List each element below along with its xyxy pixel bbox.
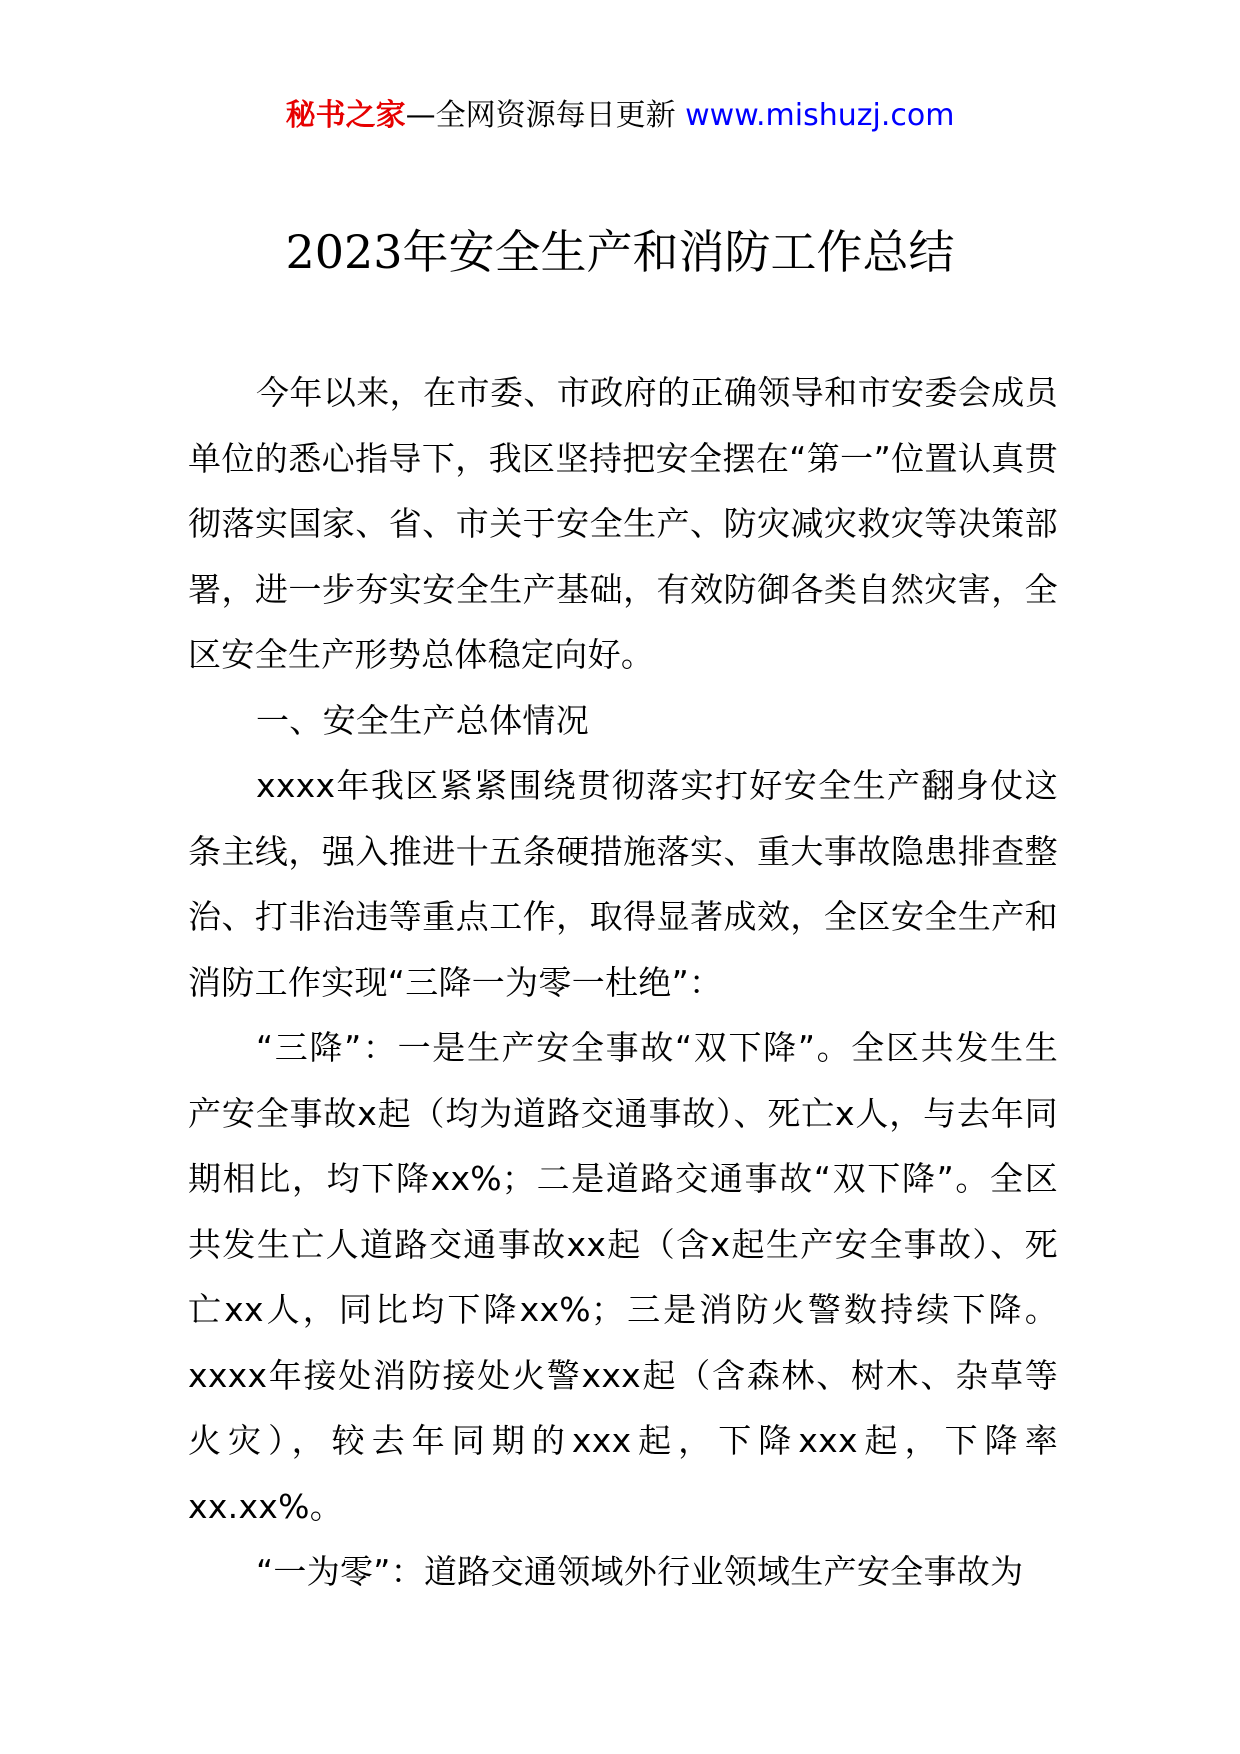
paragraph-one-zero: “一为零”：道路交通领域外行业领域生产安全事故为	[256, 1552, 1024, 1591]
document-body	[188, 360, 1058, 1605]
paragraph-three-declines: “三降”：一是生产安全事故“双下降”。全区共发生生产安全事故x起（均为道路交通事故）、死亡x人，与去年同期相比，均下降xx%；二是道路交通事故“双下降”。全区共发生亡人道路交通事故xx起（含x起生产安全事故）、死亡xx人，同比均下降xx%；三是消防火警数持续下降。xxxx年接处消防接处火警xxx起（含森林、树木、杂草等火灾），较去年同期的xxx起，下降xxx起，下降率xx.xx%。	[188, 1028, 1058, 1526]
site-header	[0, 96, 1240, 136]
brand-name: 秘书之家	[285, 98, 406, 133]
site-url-link[interactable]: www.mishuzj.com	[685, 98, 955, 133]
header-slogan: —全网资源每日更新	[405, 98, 686, 133]
paragraph-intro: 今年以来，在市委、市政府的正确领导和市安委会成员单位的悉心指导下，我区坚持把安全摆在“第一”位置认真贯彻落实国家、省、市关于安全生产、防灾减灾救灾等决策部署，进一步夯实安全生产基础，有效防御各类自然灾害，全区安全生产形势总体稳定向好。	[188, 373, 1058, 674]
section-heading-1: 一、安全生产总体情况	[256, 700, 589, 740]
document-title: 2023年安全生产和消防工作总结	[285, 225, 955, 279]
paragraph-overview: xxxx年我区紧紧围绕贯彻落实打好安全生产翻身仗这条主线，强入推进十五条硬措施落实、重大事故隐患排查整治、打非治违等重点工作，取得显著成效，全区安全生产和消防工作实现“三降一为零一杜绝”：	[188, 766, 1058, 1002]
